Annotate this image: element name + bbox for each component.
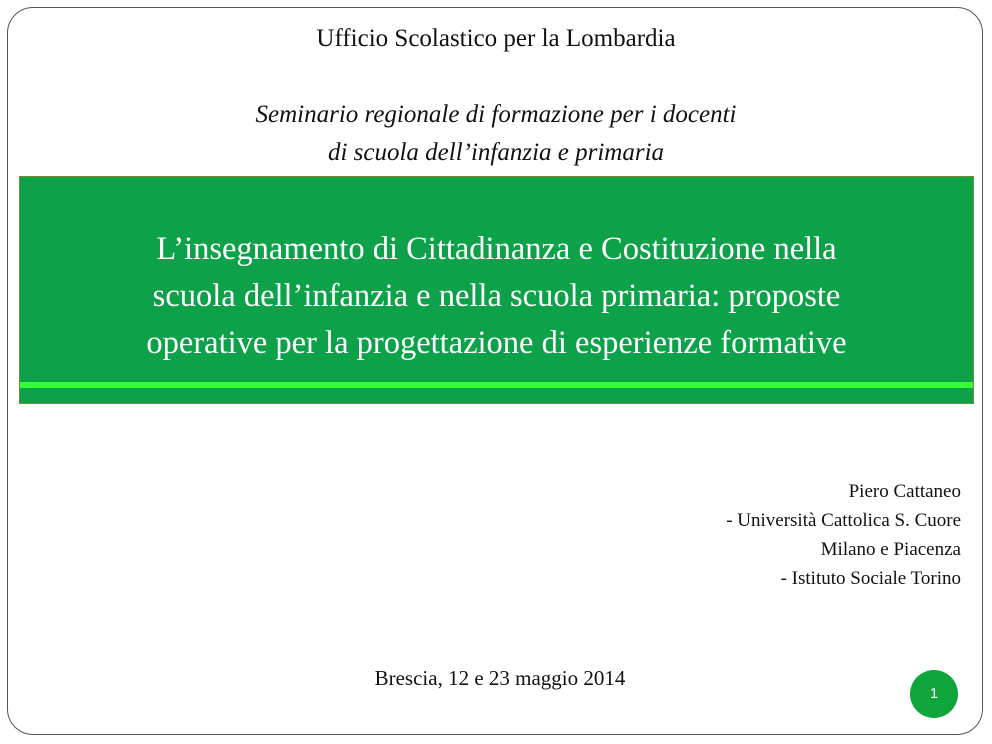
title-line: L’insegnamento di Cittadinanza e Costituzione nella	[156, 231, 837, 267]
title-line: operative per la progettazione di esperienze formative	[146, 325, 847, 361]
seminar-subtitle	[0, 96, 992, 172]
author-affiliation: - Istituto Sociale Torino	[780, 568, 961, 589]
author-affiliation-city: Milano e Piacenza	[820, 539, 961, 560]
author-name: Piero Cattaneo	[848, 481, 961, 502]
author-block	[726, 477, 961, 593]
seminar-line: Seminario regionale di formazione per i docenti	[255, 101, 737, 128]
title-banner	[19, 176, 974, 404]
presentation-title	[20, 226, 973, 367]
slide-number-badge: 1	[910, 670, 958, 718]
organization-name: Ufficio Scolastico per la Lombardia	[316, 25, 676, 52]
seminar-line: di scuola dell’infanzia e primaria	[327, 139, 665, 166]
title-line: scuola dell’infanzia e nella scuola primaria: proposte	[152, 278, 841, 314]
place-date: Brescia, 12 e 23 maggio 2014	[374, 666, 626, 690]
author-affiliation: - Università Cattolica S. Cuore	[726, 510, 961, 531]
title-accent-stripe	[20, 382, 973, 388]
